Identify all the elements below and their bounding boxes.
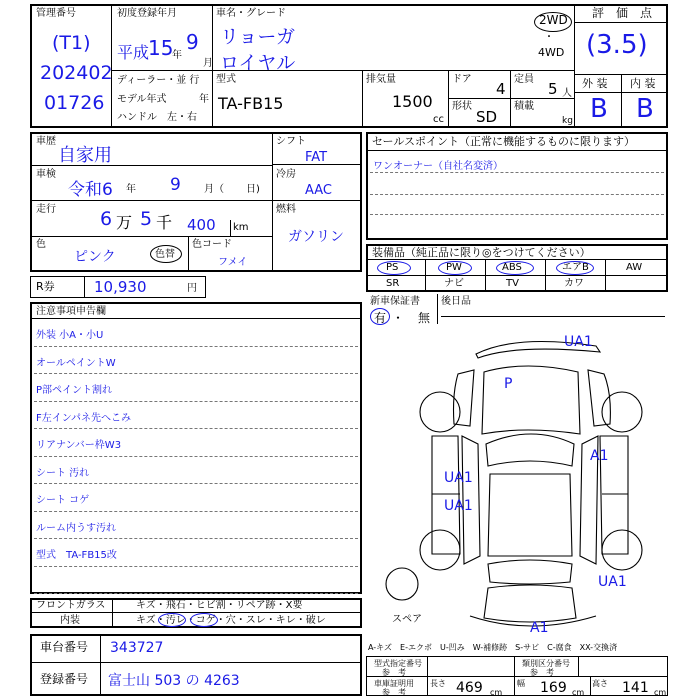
grade: ロイヤル	[220, 52, 296, 74]
shift-value: FAT	[305, 150, 328, 165]
displacement: 1500	[392, 92, 433, 111]
width-value: 169	[540, 680, 567, 696]
first-reg-year: 15	[148, 36, 174, 60]
score: (3.5)	[586, 30, 648, 60]
equip-airbag: エアB	[562, 262, 589, 273]
exterior-label: 外 装	[582, 77, 608, 90]
shape: SD	[476, 108, 498, 126]
mileage-man: 6	[100, 208, 113, 230]
notes-divider	[34, 483, 358, 484]
notes-divider	[34, 593, 358, 594]
yen-char: 円	[187, 283, 197, 294]
mark-rear-bumper: A1	[530, 620, 549, 636]
note-item: 型式 TA-FB15改	[36, 550, 117, 561]
drive-4wd: 4WD	[538, 46, 565, 59]
height-label: 高さ	[592, 679, 608, 688]
warranty-no: 無	[418, 311, 431, 325]
load-label: 積載	[514, 101, 534, 112]
capacity: 5	[548, 80, 558, 98]
shift-label: シフト	[276, 136, 306, 147]
sales-point-item: ワンオーナー（自社名変済）	[373, 161, 503, 172]
interior-label: 内装	[60, 615, 80, 626]
drive-dot: ・	[544, 32, 554, 43]
mgmt-t: (T1)	[52, 32, 91, 54]
exterior-grade: B	[590, 94, 608, 124]
inspection-month: 9	[170, 175, 181, 195]
car-name: リョーガ	[220, 26, 296, 48]
first-reg-label: 初度登録年月	[117, 8, 177, 19]
insp-day-char: 日)	[246, 184, 260, 195]
chassis-label: 車台番号	[40, 640, 89, 654]
equip-ps: PS	[386, 262, 399, 273]
equip-sr: SR	[386, 278, 400, 289]
car-name-label: 車名・グレード	[216, 8, 286, 19]
model-cert-sub: 参 考	[382, 668, 406, 677]
note-item: オールペイントW	[36, 357, 116, 369]
warranty-label: 新車保証書	[370, 296, 420, 307]
model-year-char: 年	[199, 94, 209, 105]
mark-hood: P	[504, 376, 513, 392]
mgmt-no1: 202402	[40, 62, 113, 84]
color-change: 色替	[155, 249, 175, 260]
fuel-label: 燃料	[276, 204, 296, 215]
dealer-label: ディーラー・並 行	[117, 75, 200, 86]
door-label: ドア	[452, 74, 472, 85]
history-label: 車歴	[36, 136, 56, 147]
reg-label: 登録番号	[40, 672, 89, 686]
note-item: シート コゲ	[36, 495, 90, 506]
recycle-label: R券	[36, 280, 55, 293]
mark-right-front: A1	[590, 448, 609, 464]
fuel-value: ガソリン	[288, 229, 344, 245]
interior-burn-circle	[190, 613, 218, 627]
mileage-sen: 5	[140, 208, 153, 230]
front-glass-label: フロントガラス	[36, 600, 106, 611]
notes-divider	[34, 428, 358, 429]
class-sub: 参 考	[530, 668, 554, 677]
kg-unit: kg	[562, 116, 573, 126]
length-label: 長さ	[430, 679, 446, 688]
notes-divider	[34, 373, 358, 374]
warranty-sep: ・	[392, 311, 405, 325]
equip-leather: カワ	[564, 278, 584, 289]
width-label: 幅	[517, 679, 525, 688]
parts-label: 後日品	[441, 296, 471, 307]
shape-label: 形状	[452, 101, 472, 112]
sales-point-label: セールスポイント（正常に機能するものに限ります）	[372, 135, 636, 148]
notes-divider	[34, 346, 358, 347]
mileage-rest: 400	[187, 216, 216, 234]
notes-divider	[34, 566, 358, 567]
history-value: 自家用	[58, 145, 112, 166]
mark-right-rear: UA1	[598, 574, 627, 590]
equip-pw: PW	[446, 262, 462, 273]
note-item: P部ペイント割れ	[36, 385, 113, 396]
note-item: F左インパネ先へこみ	[36, 412, 132, 424]
mark-bumper-front: UA1	[564, 334, 593, 350]
year-char: 年	[172, 50, 182, 61]
interior-label: 内 装	[630, 77, 656, 90]
color-label: 色	[36, 239, 46, 250]
note-item: ルーム内うす汚れ	[36, 522, 116, 534]
height-cm: cm	[654, 688, 667, 697]
notes-divider	[34, 456, 358, 457]
model-cert-label: 型式指定番号	[374, 659, 422, 668]
drive-2wd: 2WD	[539, 13, 568, 27]
mileage-label: 走行	[36, 204, 56, 215]
man-char: 万	[116, 213, 133, 232]
cert-sub: 参 考	[382, 688, 406, 697]
equip-aw: AW	[626, 262, 643, 273]
inspection-era: 令和6	[68, 180, 113, 200]
interior-grade: B	[636, 94, 654, 124]
ac-label: 冷房	[276, 169, 296, 180]
class-label: 類別区分番号	[522, 659, 570, 668]
ac-value: AAC	[305, 183, 332, 198]
equip-abs: ABS	[502, 262, 522, 273]
recycle-value: 10,930	[94, 278, 147, 296]
person-char: 人	[562, 88, 572, 99]
length-cm: cm	[490, 688, 503, 697]
first-reg-era: 平成	[117, 43, 150, 62]
note-item: リアナンバー枠W3	[36, 440, 122, 451]
inspection-label: 車検	[36, 169, 56, 180]
color-value: ピンク	[74, 249, 116, 265]
score-label: 評 価 点	[592, 6, 653, 20]
damage-legend: A-キズ E-エクボ U-凹み W-補修跡 S-サビ C-腐食 XX-交換済	[368, 643, 618, 652]
month-char: 月	[203, 58, 213, 69]
mgmt-no2: 01726	[44, 92, 105, 114]
capacity-label: 定員	[514, 74, 534, 85]
notes-divider	[34, 401, 358, 402]
front-glass-items: キズ・飛石・ヒビ割・リペア跡・X要	[136, 600, 303, 611]
width-cm: cm	[572, 688, 585, 697]
type-label: 型式	[216, 74, 236, 85]
chassis-no: 343727	[110, 640, 164, 656]
cc-unit: cc	[433, 114, 444, 125]
mark-left-door-rear: UA1	[444, 498, 473, 514]
notes-label: 注意事項申告欄	[36, 306, 106, 317]
insp-year-char: 年	[126, 184, 136, 195]
model-year-label: モデル年式	[117, 94, 167, 105]
color-code-label: 色コード	[192, 239, 232, 250]
doors: 4	[496, 80, 506, 98]
length-value: 469	[456, 680, 483, 696]
first-reg-month: 9	[186, 30, 199, 54]
km-unit: km	[233, 222, 249, 233]
mgmt-label: 管理番号	[36, 8, 76, 19]
mark-left-door-front: UA1	[444, 470, 473, 486]
equipment-label: 装備品（純正品に限り◎をつけてください）	[372, 246, 591, 259]
insp-month-char: 月（	[204, 184, 224, 195]
notes-divider	[34, 511, 358, 512]
equip-tv: TV	[506, 278, 519, 289]
note-item: シート 汚れ	[36, 467, 90, 479]
color-code: フメイ	[218, 257, 248, 268]
reg-no: 富士山 503 の 4263	[108, 673, 240, 689]
model-type: TA-FB15	[218, 94, 284, 113]
note-item: 外装 小A・小U	[36, 330, 104, 341]
handle-label: ハンドル 左・右	[117, 112, 197, 123]
spare-label: スペア	[392, 614, 422, 625]
interior-items: キズ・汚レ・コゲ・穴・スレ・キレ・破レ	[136, 615, 326, 626]
interior-dirt-circle	[158, 613, 186, 627]
displacement-label: 排気量	[366, 74, 396, 85]
sen-char: 千	[156, 213, 173, 232]
cert-label: 車庫証明用	[374, 679, 414, 688]
notes-divider	[34, 538, 358, 539]
height-value: 141	[622, 680, 649, 696]
equip-navi: ナビ	[444, 278, 464, 289]
warranty-yes: 有	[374, 311, 387, 325]
